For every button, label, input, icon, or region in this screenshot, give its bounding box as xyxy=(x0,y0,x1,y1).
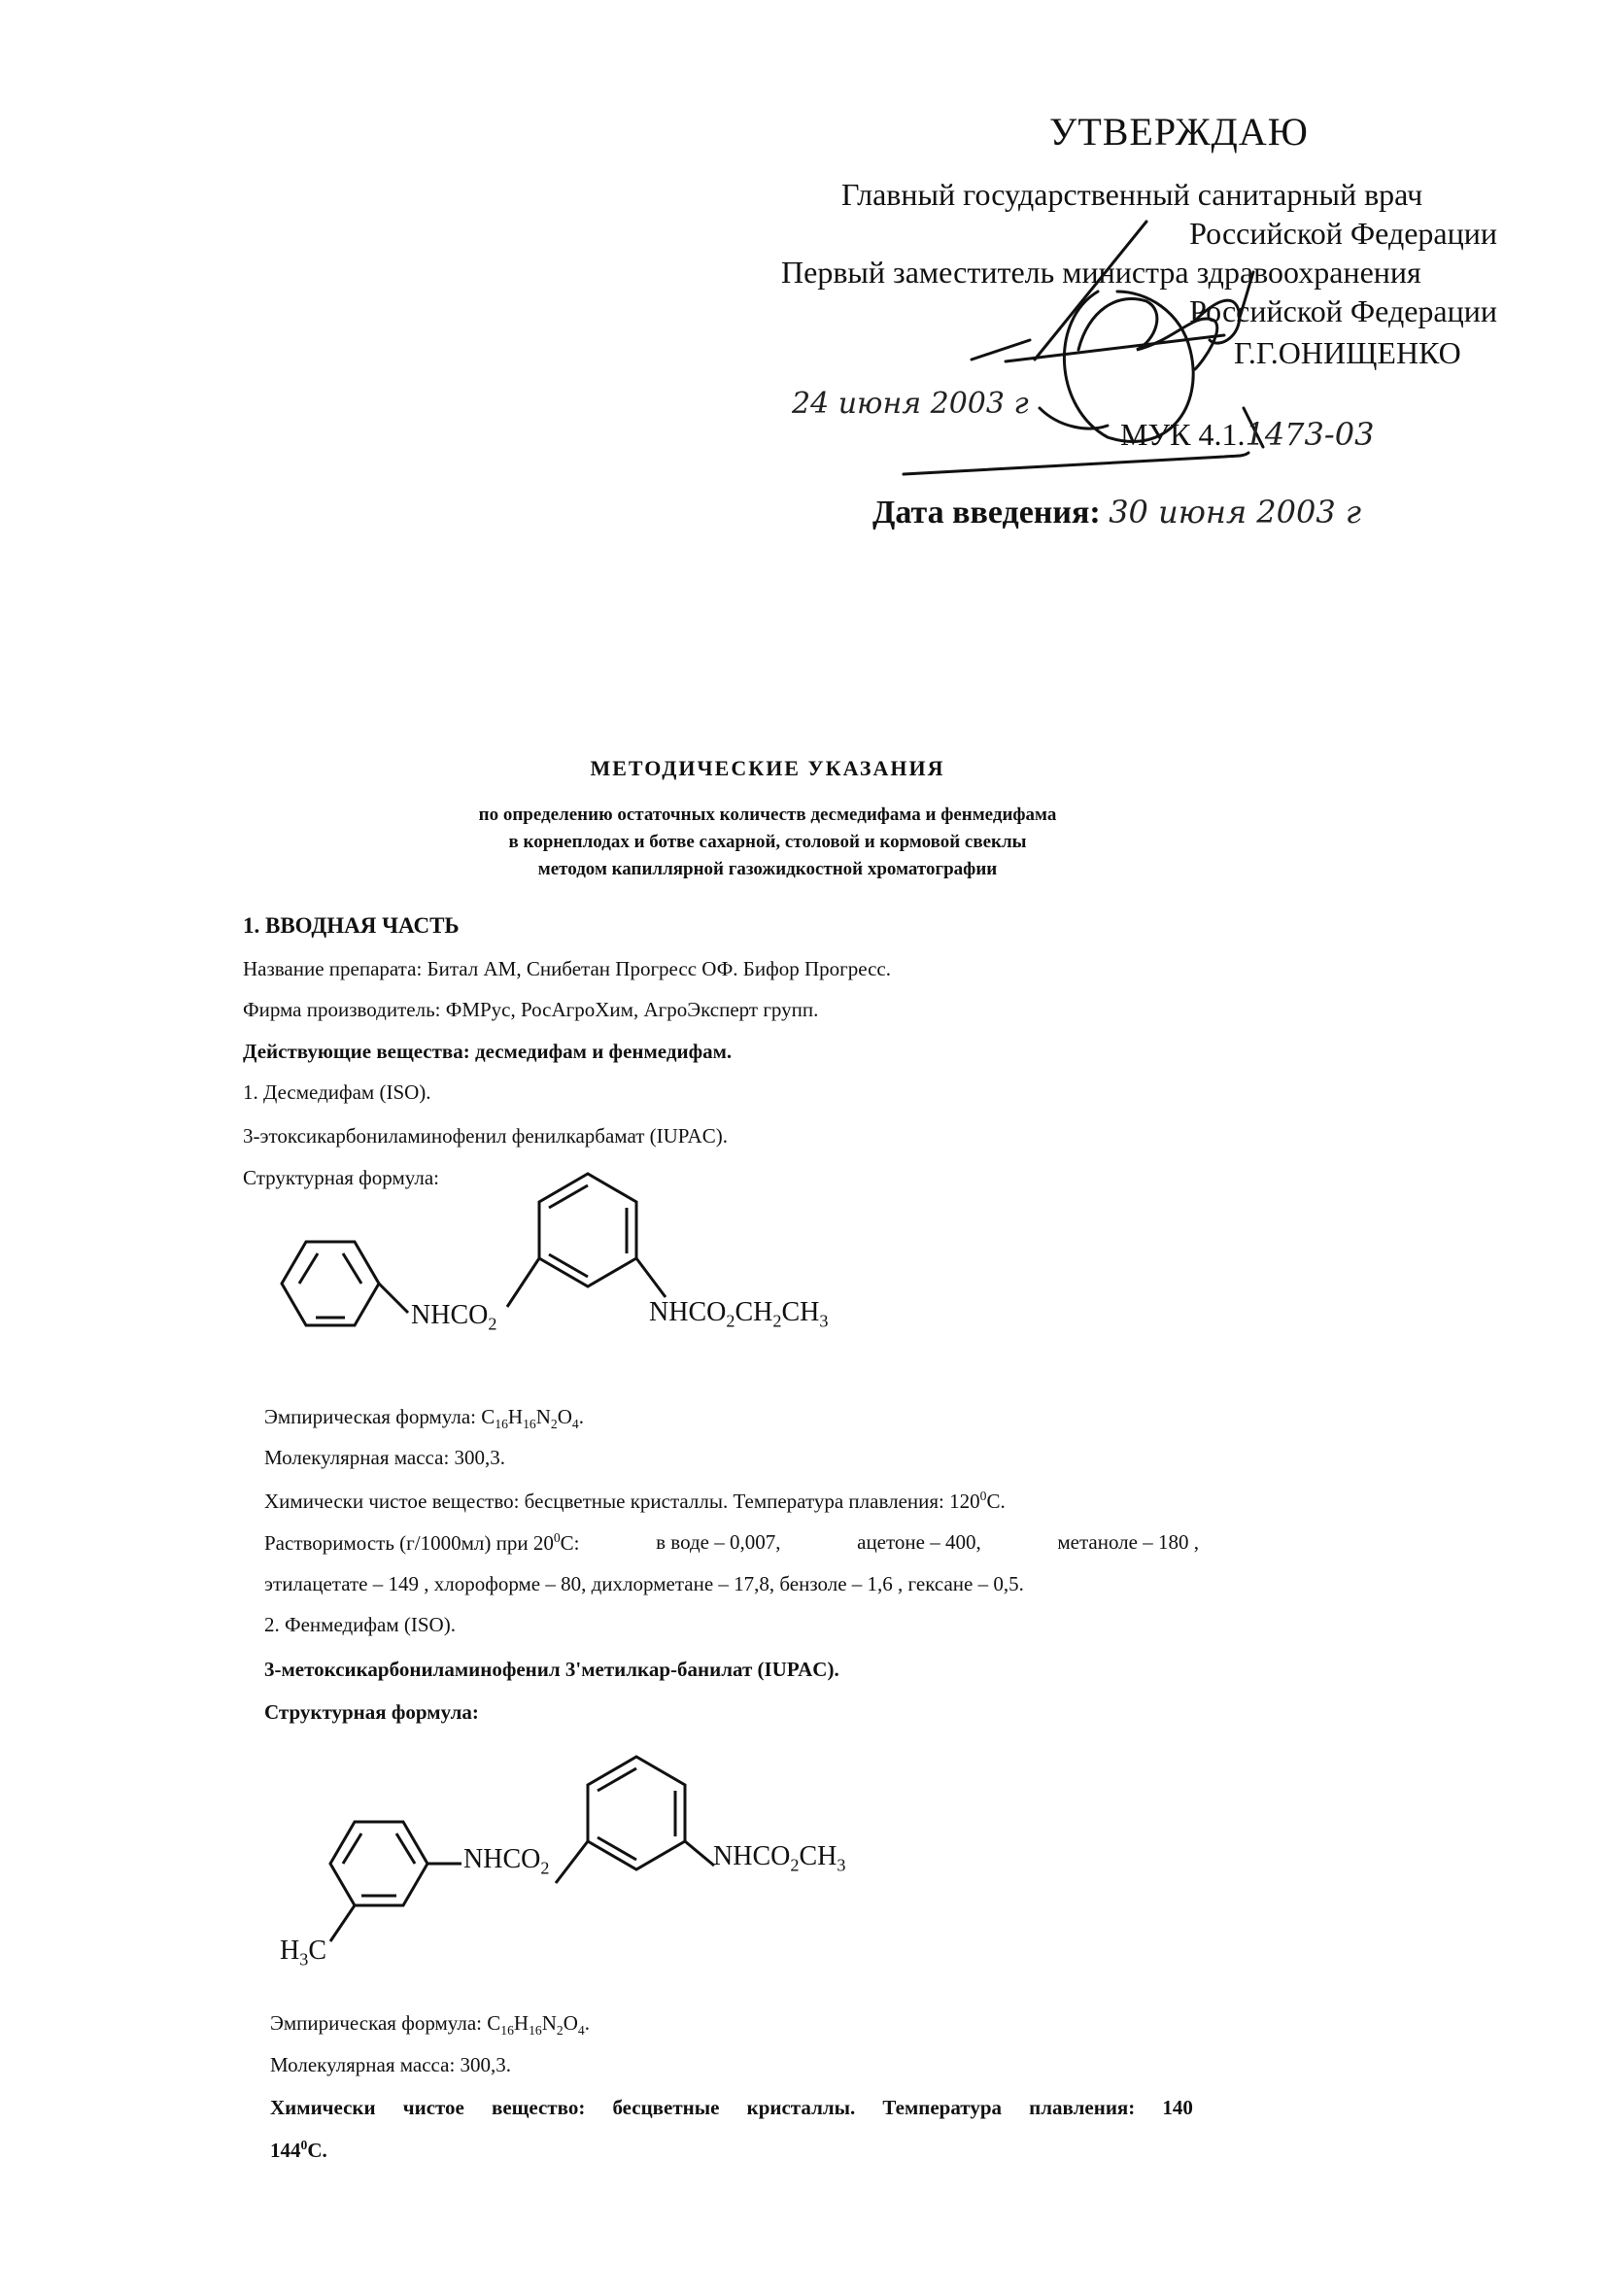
el: C xyxy=(481,1405,495,1428)
pure-word: плавления: xyxy=(1029,2096,1136,2119)
sol-text: С: xyxy=(560,1531,580,1555)
el-sub: 16 xyxy=(495,1417,508,1432)
approval-line-deputy-minister: Первый заместитель министра здравоохранения xyxy=(781,255,1421,290)
pure-word: 140 xyxy=(1162,2096,1193,2119)
group-text: NHCO xyxy=(713,1841,791,1871)
approval-line-federation-2: Российской Федерации xyxy=(1189,293,1497,328)
pure-word: чистое xyxy=(402,2096,464,2119)
phenmedipham-left-group xyxy=(463,1844,549,1879)
substance1-pure xyxy=(264,1489,1006,1514)
empirical-label: Эмпирическая формула: xyxy=(264,1405,482,1428)
substance2-mass: Молекулярная масса: 300,3. xyxy=(270,2053,512,2076)
sol-part xyxy=(264,1530,580,1556)
subtitle-line-1: по определению остаточных количеств десмедифама и фенмедифама xyxy=(478,805,1057,825)
section-heading-intro: 1. ВВОДНАЯ ЧАСТЬ xyxy=(243,913,460,938)
pure-word: Температура xyxy=(882,2096,1003,2119)
el: O xyxy=(557,1405,572,1428)
el-sub: 2 xyxy=(556,2023,564,2039)
el: H xyxy=(507,1405,524,1428)
el-sub: 4 xyxy=(571,1417,579,1432)
group-text: CH xyxy=(799,1841,837,1871)
substance2-pure-line2 xyxy=(270,2138,327,2163)
pure-word: кристаллы. xyxy=(746,2096,856,2119)
substance1-solubility-line2: этилацетате – 149 , хлороформе – 80, дихлорметане – 17,8, бензоле – 1,6 , гексане – 0,5. xyxy=(264,1572,1024,1595)
substance2-empirical-formula xyxy=(270,2011,590,2039)
substance2-name: 2. Фенмедифам (ISO). xyxy=(264,1613,456,1636)
el-sub: 16 xyxy=(500,2023,514,2039)
approval-line-federation-1: Российской Федерации xyxy=(1189,216,1497,251)
sol-part: метаноле – 180 , xyxy=(1057,1530,1199,1554)
sol-part: ацетоне – 400, xyxy=(857,1530,981,1554)
el: N xyxy=(535,1405,551,1428)
substance2-pure-line1 xyxy=(270,2096,1193,2120)
group-text: H xyxy=(280,1936,300,1966)
substance1-solubility-line1 xyxy=(264,1530,1199,1556)
substance1-empirical-formula xyxy=(264,1405,584,1432)
phenmedipham-right-group xyxy=(713,1841,845,1876)
el-sub: 16 xyxy=(529,2023,542,2039)
group-text: NHCO xyxy=(649,1297,727,1327)
degree-mark: 0 xyxy=(979,1489,987,1503)
signatory-name: Г.Г.ОНИЩЕНКО xyxy=(1234,335,1461,370)
substance1-mass: Молекулярная масса: 300,3. xyxy=(264,1446,506,1469)
subtitle-line-2: в корнеплодах и ботве сахарной, столовой и кормовой свеклы xyxy=(508,832,1027,852)
mxk-number: 1473-03 xyxy=(1245,416,1375,453)
group-subscript: 3 xyxy=(837,1855,846,1875)
manufacturer: Фирма производитель: ФМРус, РосАгроХим, АгроЭксперт групп. xyxy=(243,998,819,1021)
degree-mark: 0 xyxy=(300,2138,308,2152)
handwritten-approval-date: 24 июня 2003 г xyxy=(792,387,1029,421)
substance2-structural-label: Структурная формула: xyxy=(264,1700,479,1724)
el: H xyxy=(513,2011,530,2035)
el: C xyxy=(487,2011,501,2035)
group-subscript: 2 xyxy=(790,1855,800,1875)
group-subscript: 2 xyxy=(488,1314,497,1334)
group-text: CH xyxy=(735,1297,773,1327)
pure-text: Химически чистое вещество: бесцветные кристаллы. Температура плавления: 120 xyxy=(264,1490,980,1513)
pure-word: вещество: xyxy=(492,2096,586,2119)
active-substances: Действующие вещества: десмедифам и фенмедифам. xyxy=(243,1040,733,1063)
mxk-prefix: МУК 4.1. xyxy=(1120,417,1246,452)
group-subscript: 3 xyxy=(299,1949,309,1970)
introduction-date-label: Дата введения: xyxy=(872,495,1101,531)
el: N xyxy=(541,2011,557,2035)
group-text: NHCO xyxy=(463,1844,541,1874)
desmedipham-left-group xyxy=(411,1300,496,1335)
mxk-code xyxy=(1120,416,1374,453)
pure-end: С. xyxy=(986,1490,1006,1513)
group-subscript: 3 xyxy=(819,1311,829,1331)
degree-mark: 0 xyxy=(553,1530,561,1545)
document-title: МЕТОДИЧЕСКИЕ УКАЗАНИЯ xyxy=(590,756,945,780)
el: O xyxy=(563,2011,578,2035)
sol-part: в воде – 0,007, xyxy=(656,1530,781,1554)
group-text: NHCO xyxy=(411,1300,489,1330)
substance1-name: 1. Десмедифам (ISO). xyxy=(243,1080,431,1104)
sol-text: Растворимость (г/1000мл) при 20 xyxy=(264,1531,554,1555)
substance2-iupac: 3-метоксикарбониламинофенил 3'метилкар-банилат (IUPAC). xyxy=(264,1658,839,1681)
subtitle-line-3: методом капиллярной газожидкостной хроматографии xyxy=(537,859,998,879)
el: . xyxy=(584,2011,590,2035)
phenmedipham-methyl-group xyxy=(280,1936,326,1970)
desmedipham-right-group xyxy=(649,1297,828,1332)
group-text: C xyxy=(308,1936,327,1966)
empirical-label: Эмпирическая формула: xyxy=(270,2011,488,2035)
pure-word: бесцветные xyxy=(612,2096,720,2119)
introduction-date xyxy=(872,494,1361,531)
el-sub: 16 xyxy=(523,1417,536,1432)
substance1-structural-label: Структурная формула: xyxy=(243,1166,439,1189)
substance1-iupac: 3-этоксикарбониламинофенил фенилкарбамат (IUPAC). xyxy=(243,1124,728,1148)
introduction-date-value: 30 июня 2003 г xyxy=(1109,494,1362,531)
approval-line-chief-doctor: Главный государственный санитарный врач xyxy=(841,177,1423,212)
group-subscript: 2 xyxy=(540,1858,550,1878)
product-name: Название препарата: Битал АМ, Снибетан Прогресс ОФ. Бифор Прогресс. xyxy=(243,957,891,980)
approval-heading: УТВЕРЖДАЮ xyxy=(1049,110,1309,154)
group-text: CH xyxy=(781,1297,820,1327)
pure-text: 144 xyxy=(270,2139,301,2162)
el-sub: 2 xyxy=(550,1417,558,1432)
pure-word: Химически xyxy=(270,2096,376,2119)
el-sub: 4 xyxy=(577,2023,585,2039)
group-subscript: 2 xyxy=(726,1311,735,1331)
el: . xyxy=(578,1405,584,1428)
pure-end: С. xyxy=(307,2139,327,2162)
group-subscript: 2 xyxy=(772,1311,782,1331)
